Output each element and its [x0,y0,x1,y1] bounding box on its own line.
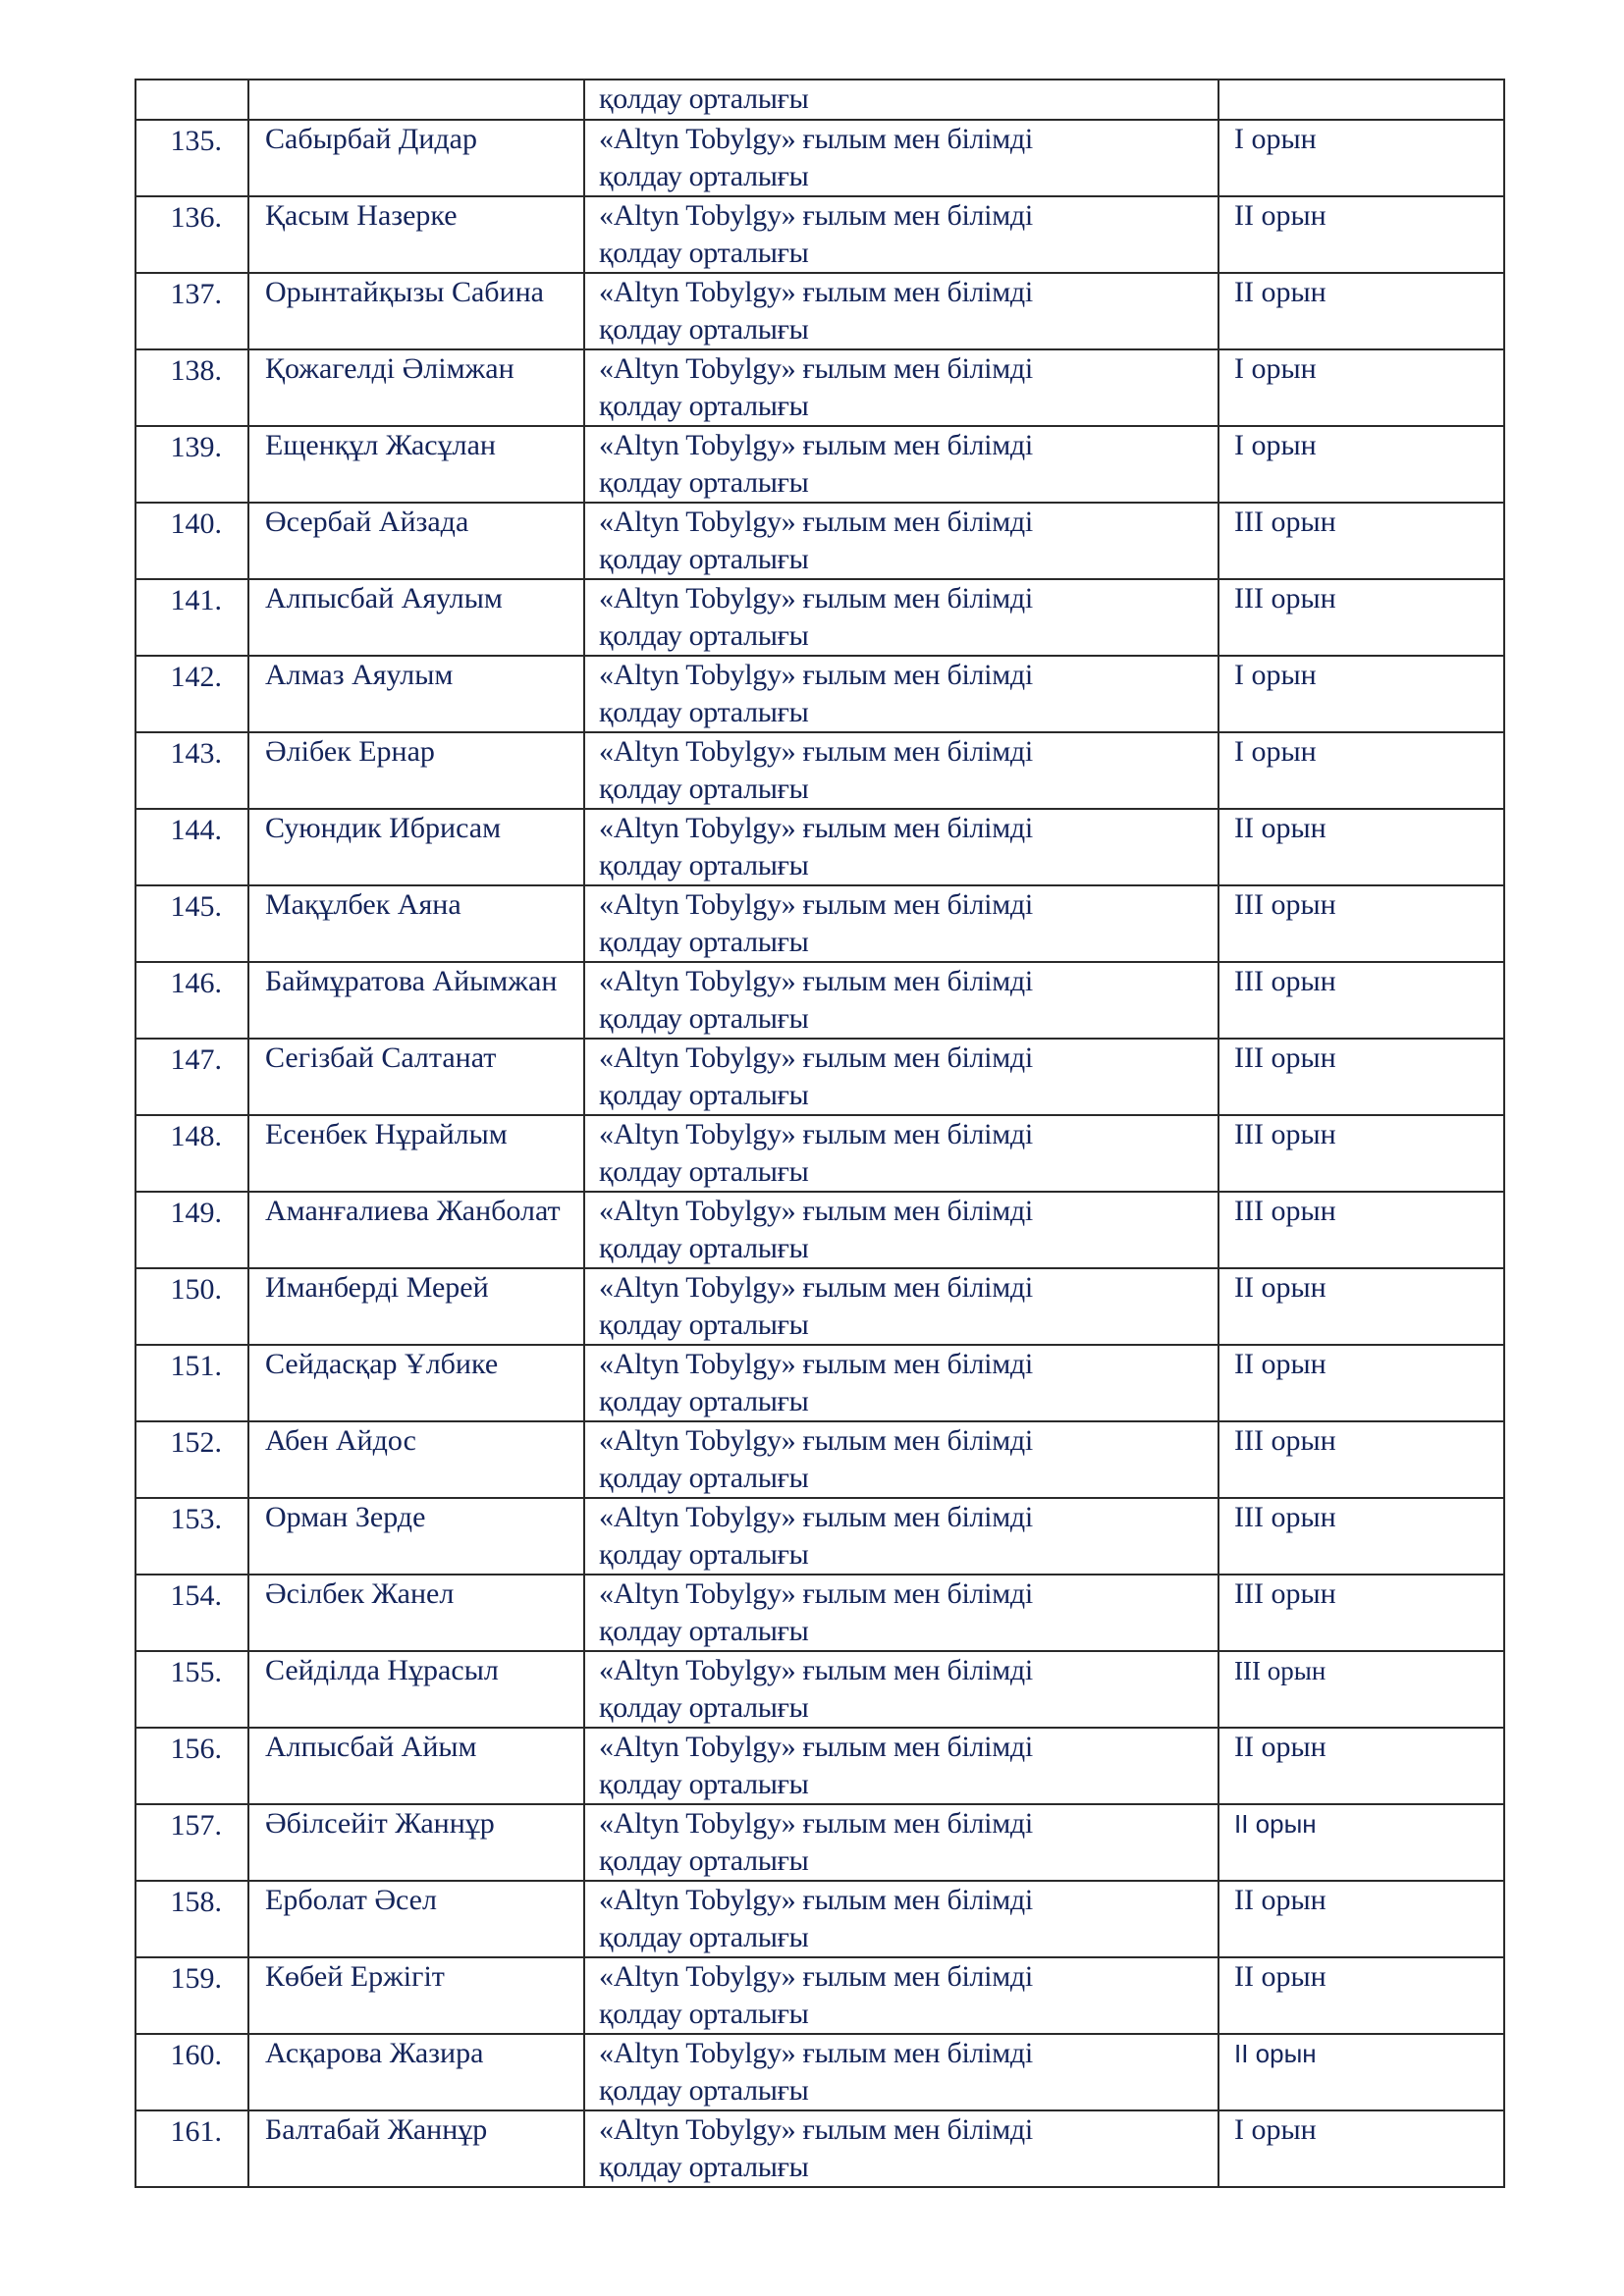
table-row [135,1498,1504,1575]
organization-line-1: «Altyn Tobylgy» ғылым мен білімді [599,1731,1033,1763]
place-cell: II орын [1218,809,1504,885]
organization-cell [584,349,1218,426]
name-cell: Баймұратова Айымжан [248,962,584,1039]
number-cell: 141. [135,579,248,656]
organization-line-2: қолдау орталығы [599,160,809,192]
organization-cell [584,1039,1218,1115]
organization-cell [584,1575,1218,1651]
place-cell: III орын [1218,1498,1504,1575]
organization-line-2: қолдау орталығы [599,849,809,881]
organization-line-2: қолдау орталығы [599,1921,809,1953]
organization-line-2: қолдау орталығы [599,1155,809,1188]
name-cell: Аманғалиева Жанболат [248,1192,584,1268]
number-cell: 159. [135,1957,248,2034]
organization-line-1: «Altyn Tobylgy» ғылым мен білімді [599,888,1033,921]
organization-cell [584,1881,1218,1957]
organization-cell [584,196,1218,273]
organization-line-2: қолдау орталығы [599,2074,809,2107]
table-row [135,503,1504,579]
organization-line-1: «Altyn Tobylgy» ғылым мен білімді [599,2113,1033,2146]
table-row [135,579,1504,656]
table-row [135,1345,1504,1421]
number-cell: 135. [135,120,248,196]
organization-cell [584,1804,1218,1881]
place-cell: I орын [1218,120,1504,196]
organization-cell [584,1728,1218,1804]
organization-cell [584,426,1218,503]
organization-cell [584,120,1218,196]
place-cell: I орын [1218,2110,1504,2187]
table-row [135,1192,1504,1268]
number-cell: 150. [135,1268,248,1345]
table-row [135,1115,1504,1192]
number-cell: 151. [135,1345,248,1421]
number-cell: 144. [135,809,248,885]
place-cell: I орын [1218,732,1504,809]
place-cell: III орын [1218,579,1504,656]
name-cell: Есенбек Нұрайлым [248,1115,584,1192]
place-cell: I орын [1218,426,1504,503]
name-cell: Суюндик Ибрисам [248,809,584,885]
table-row [135,656,1504,732]
table-row [135,885,1504,962]
place-cell: III орын [1218,1575,1504,1651]
place-cell: II орын [1218,196,1504,273]
place-cell: II орын [1218,1881,1504,1957]
number-cell: 145. [135,885,248,962]
table-row [135,962,1504,1039]
number-cell: 143. [135,732,248,809]
place-cell: II орын [1218,1268,1504,1345]
organization-cell [584,1421,1218,1498]
organization-line-1: «Altyn Tobylgy» ғылым мен білімді [599,276,1033,308]
organization-line-2: қолдау орталығы [599,1462,809,1494]
organization-line-2: қолдау орталығы [599,1079,809,1111]
organization-line-1: «Altyn Tobylgy» ғылым мен білімді [599,1195,1033,1227]
place-cell: I орын [1218,656,1504,732]
organization-line-1: «Altyn Tobylgy» ғылым мен білімді [599,123,1033,155]
organization-cell [584,503,1218,579]
organization-cell [584,579,1218,656]
place-cell: III орын [1218,885,1504,962]
place-cell: II орын [1218,1345,1504,1421]
number-cell: 153. [135,1498,248,1575]
name-cell: Ещенқұл Жасұлан [248,426,584,503]
results-table-body [135,80,1504,2187]
table-row [135,1804,1504,1881]
place-cell: III орын [1218,1192,1504,1268]
name-cell: Қожагелді Әлімжан [248,349,584,426]
table-row [135,1651,1504,1728]
organization-cell [584,1192,1218,1268]
table-row [135,196,1504,273]
place-cell: II орын [1218,1957,1504,2034]
organization-line-1: «Altyn Tobylgy» ғылым мен білімді [599,1884,1033,1916]
organization-line-1: «Altyn Tobylgy» ғылым мен білімді [599,1118,1033,1150]
table-row [135,349,1504,426]
number-cell: 140. [135,503,248,579]
name-cell: Әсілбек Жанел [248,1575,584,1651]
organization-line: қолдау орталығы [599,82,809,115]
table-row [135,273,1504,349]
number-cell: 148. [135,1115,248,1192]
table-row [135,1728,1504,1804]
name-cell: Қасым Назерке [248,196,584,273]
number-cell [135,80,248,120]
name-cell: Өсербай Айзада [248,503,584,579]
table-row [135,1421,1504,1498]
name-cell: Орынтайқызы Сабина [248,273,584,349]
name-cell: Сабырбай Дидар [248,120,584,196]
number-cell: 136. [135,196,248,273]
organization-line-1: «Altyn Tobylgy» ғылым мен білімді [599,812,1033,844]
organization-line-1: «Altyn Tobylgy» ғылым мен білімді [599,352,1033,385]
name-cell: Әлібек Ернар [248,732,584,809]
name-cell: Әбілсейіт Жаннұр [248,1804,584,1881]
organization-line-1: «Altyn Tobylgy» ғылым мен білімді [599,965,1033,997]
organization-line-1: «Altyn Tobylgy» ғылым мен білімді [599,506,1033,538]
organization-line-2: қолдау орталығы [599,1232,809,1264]
organization-line-2: қолдау орталығы [599,773,809,805]
organization-cell [584,885,1218,962]
place-cell: II орын [1218,2034,1504,2110]
organization-line-1: «Altyn Tobylgy» ғылым мен білімді [599,2037,1033,2069]
number-cell: 139. [135,426,248,503]
organization-cell [584,1651,1218,1728]
table-row [135,2110,1504,2187]
table-row [135,1039,1504,1115]
organization-cell [584,1957,1218,2034]
place-cell: III орын [1218,962,1504,1039]
organization-line-2: қолдау орталығы [599,1615,809,1647]
name-cell: Сейділда Нұрасыл [248,1651,584,1728]
name-cell: Сейдасқар Ұлбике [248,1345,584,1421]
organization-cell [584,656,1218,732]
table-row [135,1575,1504,1651]
number-cell: 156. [135,1728,248,1804]
place-cell [1218,80,1504,120]
name-cell: Мақұлбек Аяна [248,885,584,962]
organization-line-2: қолдау орталығы [599,619,809,652]
place-cell: III орын [1218,1115,1504,1192]
organization-line-2: қолдау орталығы [599,926,809,958]
name-cell: Иманберді Мерей [248,1268,584,1345]
table-row [135,1957,1504,2034]
name-cell: Алмаз Аяулым [248,656,584,732]
number-cell: 158. [135,1881,248,1957]
results-table [135,79,1505,2188]
place-cell: III орын [1218,503,1504,579]
organization-cell [584,2110,1218,2187]
organization-line-1: «Altyn Tobylgy» ғылым мен білімді [599,735,1033,768]
table-row [135,426,1504,503]
number-cell: 146. [135,962,248,1039]
organization-cell [584,273,1218,349]
number-cell: 138. [135,349,248,426]
name-cell: Ерболат Әсел [248,1881,584,1957]
organization-line-1: «Altyn Tobylgy» ғылым мен білімді [599,429,1033,461]
number-cell: 157. [135,1804,248,1881]
organization-line-2: қолдау орталығы [599,390,809,422]
place-cell: III орын [1218,1421,1504,1498]
number-cell: 137. [135,273,248,349]
name-cell: Көбей Ержігіт [248,1957,584,2034]
number-cell: 161. [135,2110,248,2187]
organization-line-2: қолдау орталығы [599,1998,809,2030]
organization-line-1: «Altyn Tobylgy» ғылым мен білімді [599,582,1033,614]
name-cell: Алпысбай Айым [248,1728,584,1804]
number-cell: 142. [135,656,248,732]
organization-cell [584,1345,1218,1421]
organization-line-1: «Altyn Tobylgy» ғылым мен білімді [599,1501,1033,1533]
name-cell: Сегізбай Салтанат [248,1039,584,1115]
name-cell [248,80,584,120]
organization-line-1: «Altyn Tobylgy» ғылым мен білімді [599,1424,1033,1457]
place-cell: II орын [1218,1804,1504,1881]
organization-line-1: «Altyn Tobylgy» ғылым мен білімді [599,199,1033,232]
table-row [135,1268,1504,1345]
organization-line-2: қолдау орталығы [599,1844,809,1877]
organization-cell [584,1268,1218,1345]
organization-line-2: қолдау орталығы [599,1308,809,1341]
organization-cell [584,2034,1218,2110]
number-cell: 147. [135,1039,248,1115]
organization-line-2: қолдау орталығы [599,543,809,575]
place-cell: II орын [1218,1728,1504,1804]
name-cell: Асқарова Жазира [248,2034,584,2110]
organization-line-2: қолдау орталығы [599,1538,809,1571]
table-row [135,2034,1504,2110]
organization-line-2: қолдау орталығы [599,1385,809,1417]
organization-line-1: «Altyn Tobylgy» ғылым мен білімді [599,1348,1033,1380]
table-row [135,809,1504,885]
organization-line-1: «Altyn Tobylgy» ғылым мен білімді [599,1577,1033,1610]
organization-line-1: «Altyn Tobylgy» ғылым мен білімді [599,1654,1033,1686]
organization-line-1: «Altyn Tobylgy» ғылым мен білімді [599,1271,1033,1304]
organization-line-2: қолдау орталығы [599,2151,809,2183]
place-cell: III орын [1218,1039,1504,1115]
table-row [135,1881,1504,1957]
organization-line-2: қолдау орталығы [599,1691,809,1724]
number-cell: 154. [135,1575,248,1651]
name-cell: Алпысбай Аяулым [248,579,584,656]
organization-line-2: қолдау орталығы [599,237,809,269]
number-cell: 160. [135,2034,248,2110]
organization-line-2: қолдау орталығы [599,1768,809,1800]
organization-line-1: «Altyn Tobylgy» ғылым мен білімді [599,659,1033,691]
organization-line-1: «Altyn Tobylgy» ғылым мен білімді [599,1041,1033,1074]
number-cell: 155. [135,1651,248,1728]
organization-cell [584,1498,1218,1575]
organization-line-2: қолдау орталығы [599,466,809,499]
continued-row [135,80,1504,120]
organization-cell [584,80,1218,120]
table-row [135,120,1504,196]
organization-cell [584,809,1218,885]
place-cell: I орын [1218,349,1504,426]
organization-line-2: қолдау орталығы [599,313,809,346]
organization-cell [584,1115,1218,1192]
organization-cell [584,962,1218,1039]
number-cell: 152. [135,1421,248,1498]
organization-line-1: «Altyn Tobylgy» ғылым мен білімді [599,1960,1033,1993]
organization-line-1: «Altyn Tobylgy» ғылым мен білімді [599,1807,1033,1840]
name-cell: Абен Айдос [248,1421,584,1498]
number-cell: 149. [135,1192,248,1268]
organization-cell [584,732,1218,809]
name-cell: Орман Зерде [248,1498,584,1575]
name-cell: Балтабай Жаннұр [248,2110,584,2187]
place-cell: III орын [1218,1651,1504,1728]
organization-line-2: қолдау орталығы [599,1002,809,1035]
place-cell: II орын [1218,273,1504,349]
table-row [135,732,1504,809]
organization-line-2: қолдау орталығы [599,696,809,728]
